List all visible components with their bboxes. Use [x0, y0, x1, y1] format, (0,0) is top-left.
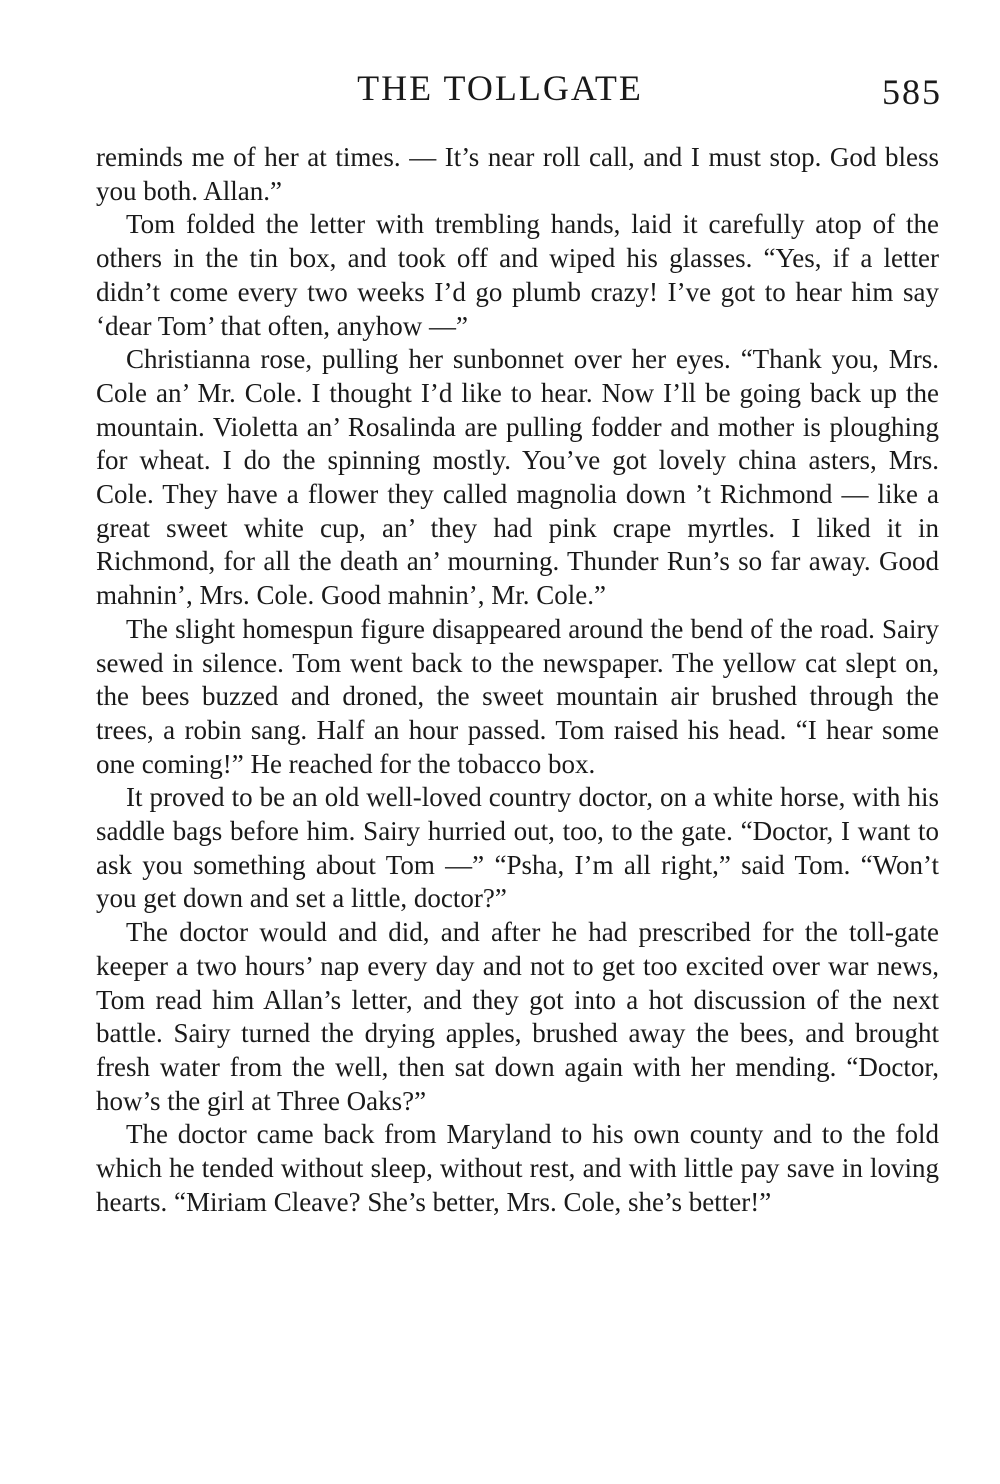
paragraph-2: Tom folded the letter with trembling hands, laid it carefully atop of the others in the tin box, and took off and wiped his glasses. “Yes, if a letter didn’t come every two weeks I’d go plumb crazy! I’ve got to hear him say ‘dear Tom’ that often, anyhow —” [96, 209, 939, 341]
paragraph-3: Christianna rose, pulling her sunbonnet over her eyes. “Thank you, Mrs. Cole an’ Mr. Cole. I thought I’d like to hear. Now I’ll be going back up the mountain. Violetta an’ Rosalinda are pulling fodder and mother is ploughing for wheat. I do the spinning mostly. You’ve got lovely china asters, Mrs. Cole. They have a flower they called magnolia down ’t Richmond — like a great sweet white cup, an’ they had pink crape myrtles. I liked it in Richmond, for all the death an’ mourning. Thunder Run’s so far away. Good mahnin’, Mrs. Cole. Good mahnin’, Mr. Cole.” [96, 344, 939, 611]
paragraph-5: It proved to be an old well-loved country doctor, on a white horse, with his saddle bags before him. Sairy hurried out, too, to the gate. “Doctor, I want to ask you something about Tom —” “Psha, I’m all right,” said Tom. “Won’t you get down and set a little, doctor?” [96, 782, 939, 914]
page-number: 585 [882, 72, 942, 112]
paragraph-1: reminds me of her at times. — It’s near roll call, and I must stop. God bless you both. Allan.” [96, 142, 939, 206]
body-text [96, 141, 939, 1220]
running-title: THE TOLLGATE [357, 68, 643, 108]
paragraph-7: The doctor came back from Maryland to his own county and to the fold which he tended without sleep, without rest, and with little pay save in loving hearts. “Miriam Cleave? She’s better, Mrs. Cole, she’s better!” [96, 1119, 939, 1217]
paragraph-6: The doctor would and did, and after he had prescribed for the toll-gate keeper a two hours’ nap every day and not to get too excited over war news, Tom read him Allan’s letter, and they got into a hot discussion of the next battle. Sairy turned the drying apples, brushed away the bees, and brought fresh water from the well, then sat down again with her mending. “Doctor, how’s the girl at Three Oaks?” [96, 917, 939, 1116]
paragraph-4: The slight homespun figure disappeared around the bend of the road. Sairy sewed in silence. Tom went back to the newspaper. The yellow cat slept on, the bees buzzed and droned, the sweet mountain air brushed through the trees, a robin sang. Half an hour passed. Tom raised his head. “I hear some one coming!” He reached for the tobacco box. [96, 613, 939, 779]
